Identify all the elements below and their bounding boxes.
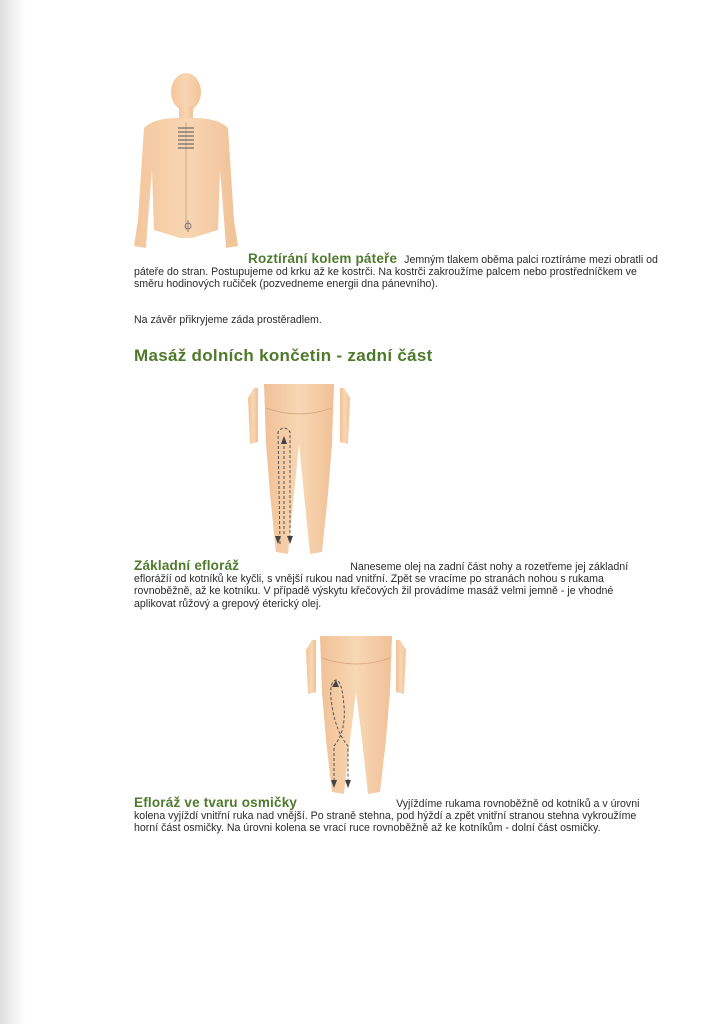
section2-block [134, 560, 704, 610]
section2-line-2: rovnoběžně, až ke kotníku. V případě výskytu křečových žil provádíme masáž velmi jemně - je vhodné [134, 585, 614, 598]
section2-title: Základní efloráž [134, 558, 240, 573]
section1-line-2: směru hodinových ručiček (pozvedneme energii dna pánevního). [134, 278, 438, 291]
section1-title: Roztírání kolem páteře [248, 251, 398, 266]
section1-block [134, 253, 704, 291]
section3-line-1: kolena vyjíždí vnitřní ruka nad vnější. Po straně stehna, pod hýždí a zpět vnitřní stranou stehna vykroužíme [134, 810, 637, 823]
section3-line-2: horní část osmičky. Na úrovni kolena se vrací ruce rovnoběžně až ke kotníkům - dolní část osmičky. [134, 822, 601, 835]
legs-figure-eight-illustration [302, 636, 410, 798]
section2-line-3: aplikovat růžový a grepový éterický olej. [134, 597, 322, 610]
section3-title: Efloráž ve tvaru osmičky [134, 795, 298, 810]
section2-line-1: eflorážíí od kotníků ke kyčli, s vnější rukou nad vnitřní. Zpět se vracíme po stranách nohou s rukama [134, 573, 604, 586]
section3-lead: Vyjíždíme rukama rovnoběžně od kotníků a v úrovni [396, 798, 640, 810]
section1-closing: Na závěr přikryjeme záda prostěradlem. [134, 314, 322, 326]
scan-left-edge-shadow [0, 0, 26, 1024]
section1-lead: Jemným tlakem oběma palci roztíráme mezi obratli od [404, 254, 658, 266]
legs-basic-effleurage-illustration [244, 384, 354, 560]
back-torso-illustration [130, 70, 242, 255]
section2-lead: Naneseme olej na zadní část nohy a rozetřeme jej základní [350, 561, 629, 573]
section1-line-1: páteře do stran. Postupujeme od krku až ke kostrči. Na kostrči zakroužíme palcem nebo prostředníčkem ve [134, 266, 637, 279]
section3-block [134, 797, 704, 835]
section-heading: Masáž dolních končetin - zadní část [134, 346, 433, 365]
